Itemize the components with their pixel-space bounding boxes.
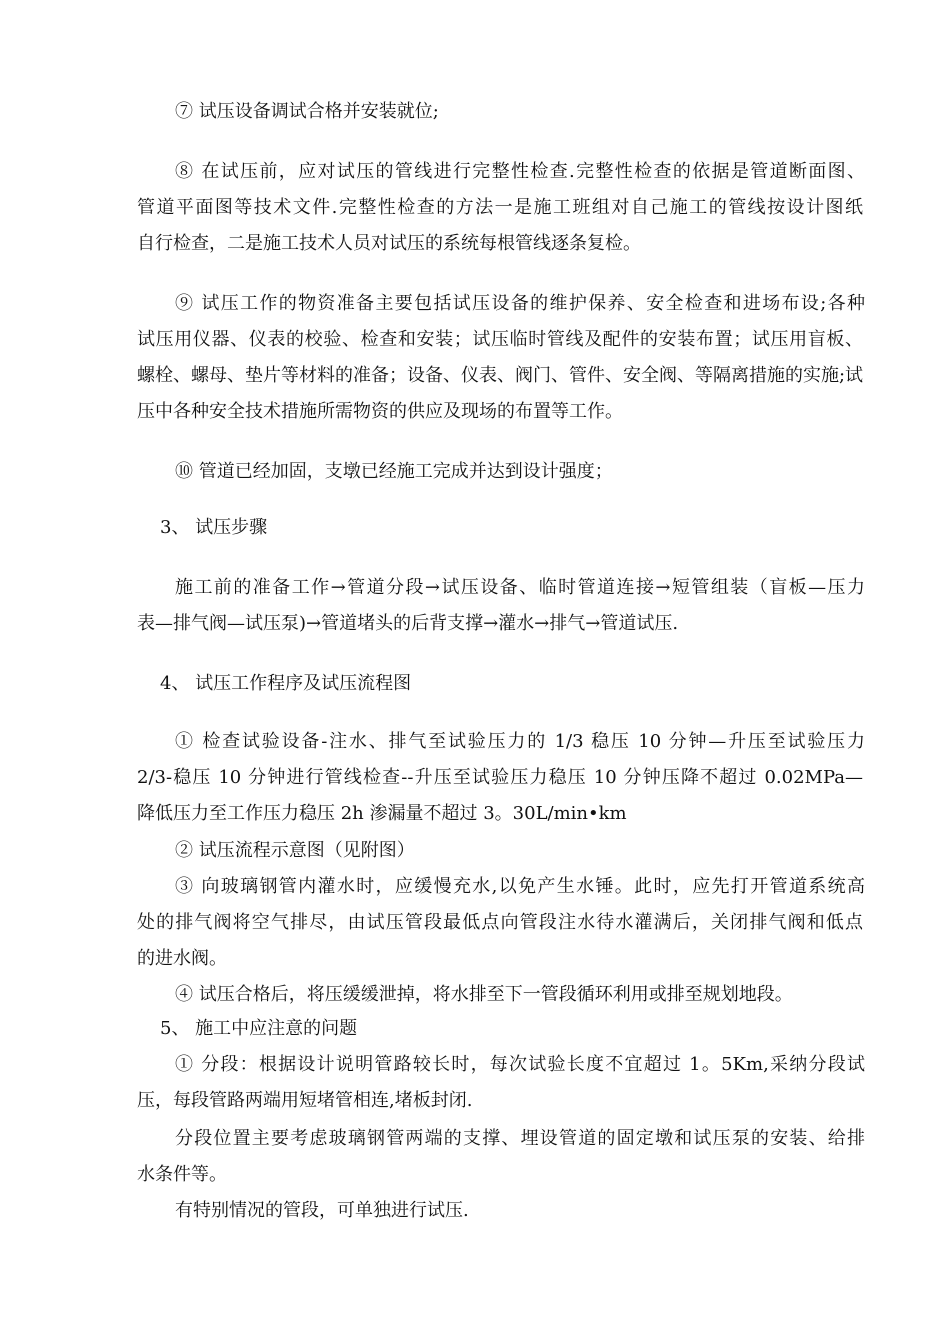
section-5-heading: 5、 施工中应注意的问题 [160,1018,358,1039]
section-4-item-3-line-2: 处的排气阀将空气排尽，由试压管段最低点向管段注水待水灌满后，关闭排气阀和低点 [137,912,863,933]
section-5-item-1-line-1: ① 分段：根据设计说明管路较长时，每次试验长度不宜超过 1。5Km,采纳分段试 [175,1054,865,1075]
section-4-heading: 4、 试压工作程序及试压流程图 [160,673,412,694]
section-5-paragraph-2-line-1: 分段位置主要考虑玻璃钢管两端的支撑、埋设管道的固定墩和试压泵的安装、给排 [175,1128,865,1149]
section-4-item-2: ② 试压流程示意图（见附图） [175,840,415,861]
section-4-item-1-line-3: 降低压力至工作压力稳压 2h 渗漏量不超过 3。30L/min•km [137,803,627,824]
section-4-item-1-line-1: ① 检查试验设备-注水、排气至试验压力的 1/3 稳压 10 分钟—升压至试验压力 [175,731,865,752]
section-4-item-4: ④ 试压合格后，将压缓缓泄掉，将水排至下一管段循环利用或排至规划地段。 [175,984,793,1005]
section-4-item-1-line-2: 2/3-稳压 10 分钟进行管线检查--升压至试验压力稳压 10 分钟压降不超过 0.02MPa— [137,767,863,788]
paragraph-item-9-line-4: 压中各种安全技术措施所需物资的供应及现场的布置等工作。 [137,401,623,422]
paragraph-item-9-line-2: 试压用仪器、仪表的校验、检查和安装；试压临时管线及配件的安装布置；试压用盲板、 [137,329,863,350]
section-4-item-3-line-3: 的进水阀。 [137,948,227,969]
paragraph-item-10: ⑩ 管道已经加固，支墩已经施工完成并达到设计强度； [175,461,613,482]
section-3-line-1: 施工前的准备工作→管道分段→试压设备、临时管道连接→短管组装（盲板—压力 [175,577,865,598]
paragraph-item-7: ⑦ 试压设备调试合格并安装就位; [175,101,439,122]
paragraph-item-9-line-1: ⑨ 试压工作的物资准备主要包括试压设备的维护保养、安全检查和进场布设;各种 [175,293,865,314]
paragraph-item-9-line-3: 螺栓、螺母、垫片等材料的准备；设备、仪表、阀门、管件、安全阀、等隔离措施的实施;试 [137,365,864,386]
section-5-item-1-line-2: 压，每段管路两端用短堵管相连,堵板封闭. [137,1090,473,1111]
paragraph-item-8-line-1: ⑧ 在试压前，应对试压的管线进行完整性检查.完整性检查的依据是管道断面图、 [175,161,865,182]
section-4-item-3-line-1: ③ 向玻璃钢管内灌水时，应缓慢充水,以免产生水锤。此时，应先打开管道系统高 [175,876,865,897]
section-5-paragraph-2-line-2: 水条件等。 [137,1164,227,1185]
section-3-line-2: 表—排气阀—试压泵)→管道堵头的后背支撑→灌水→排气→管道试压. [137,613,679,634]
section-3-heading: 3、 试压步骤 [160,517,268,538]
paragraph-item-8-line-3: 自行检查，二是施工技术人员对试压的系统每根管线逐条复检。 [137,233,641,254]
section-5-paragraph-3: 有特别情况的管段，可单独进行试压. [175,1200,469,1221]
paragraph-item-8-line-2: 管道平面图等技术文件.完整性检查的方法一是施工班组对自己施工的管线按设计图纸 [137,197,863,218]
